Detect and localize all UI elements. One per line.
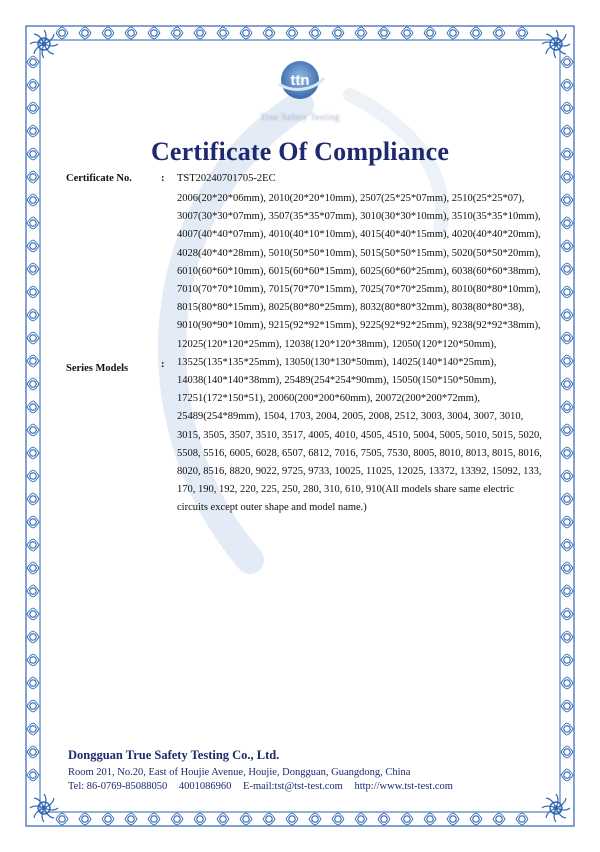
- fax-number: 4001086960: [178, 781, 232, 792]
- company-address: Room 201, No.20, East of Houjie Avenue, Houjie, Dongguan, Guangdong, China: [68, 767, 411, 778]
- certificate-number-label: Certificate No.: [66, 173, 132, 184]
- series-models-label: Series Models: [66, 363, 129, 374]
- page-title: Certificate Of Compliance: [150, 137, 450, 166]
- logo-tagline: True Safety Testing: [260, 112, 340, 122]
- footer: [68, 748, 538, 794]
- certificate-number-value: TST20240701705-2EC: [177, 173, 276, 184]
- company-name: Dongguan True Safety Testing Co., Ltd.: [68, 748, 280, 762]
- certificate-number-colon: :: [161, 173, 165, 184]
- company-contact: [68, 780, 538, 794]
- website-link[interactable]: http://www.tst-test.com: [354, 781, 453, 792]
- logo-mark-text: ttn: [290, 72, 310, 89]
- series-models-colon: :: [161, 359, 165, 370]
- company-logo: [270, 58, 330, 102]
- series-models-list: 2006(20*20*06mm), 2010(20*20*10mm), 2507(25*25*07mm), 2510(25*25*07), 3007(30*30*07mm), 3507(35*35*07mm), 3010(30*30*10mm), 3510(35*35*10mm), 4007(40*40*07mm), 4010(40*10*10mm), 4015(40*40*15mm), 4020(40*40*20mm), 4028(40*40*28mm), 5010(50*50*10mm), 5015(50*50*15mm), 5020(50*50*20mm), 6010(60*60*10mm), 6015(60*60*15mm), 6025(60*60*25mm), 6038(60*60*38mm), 7010(70*70*10mm), 7015(70*70*15mm), 7025(70*70*25mm), 8010(80*80*10mm), 8015(80*80*15mm), 8025(80*80*25mm), 8032(80*80*32mm), 8038(80*80*38), 9010(90*90*10mm), 9215(92*92*15mm), 9225(92*92*25mm), 9238(92*92*38mm), 12025(120*120*25mm), 12038(120*120*38mm), 12050(120*120*50mm), 13525(135*135*25mm), 13050(130*130*50mm), 14025(140*140*25mm), 14038(140*140*38mm), 25489(254*254*90mm), 15050(150*150*50mm), 17251(172*150*51), 20060(200*200*60mm), 20072(200*200*72mm), 25489(254*89mm), 1504, 1703, 2004, 2005, 2008, 2512, 3003, 3004, 3007, 3010, 3015, 3505, 3507, 3510, 3517, 4005, 4010, 4505, 4510, 5004, 5005, 5010, 5015, 5020, 5508, 5516, 6005, 6028, 6507, 6812, 7016, 7505, 7530, 8005, 8010, 8013, 8015, 8016, 8020, 8516, 8820, 9022, 9725, 9733, 10025, 11025, 12025, 13372, 13392, 15092, 133, 170, 190, 192, 220, 225, 250, 280, 310, 610, 910(All models share same electric circuits except outer shape and model name.): [177, 193, 542, 514]
- email-link[interactable]: E-mail:tst@tst-test.com: [243, 781, 343, 792]
- telephone: Tel: 86-0769-85088050: [68, 781, 168, 792]
